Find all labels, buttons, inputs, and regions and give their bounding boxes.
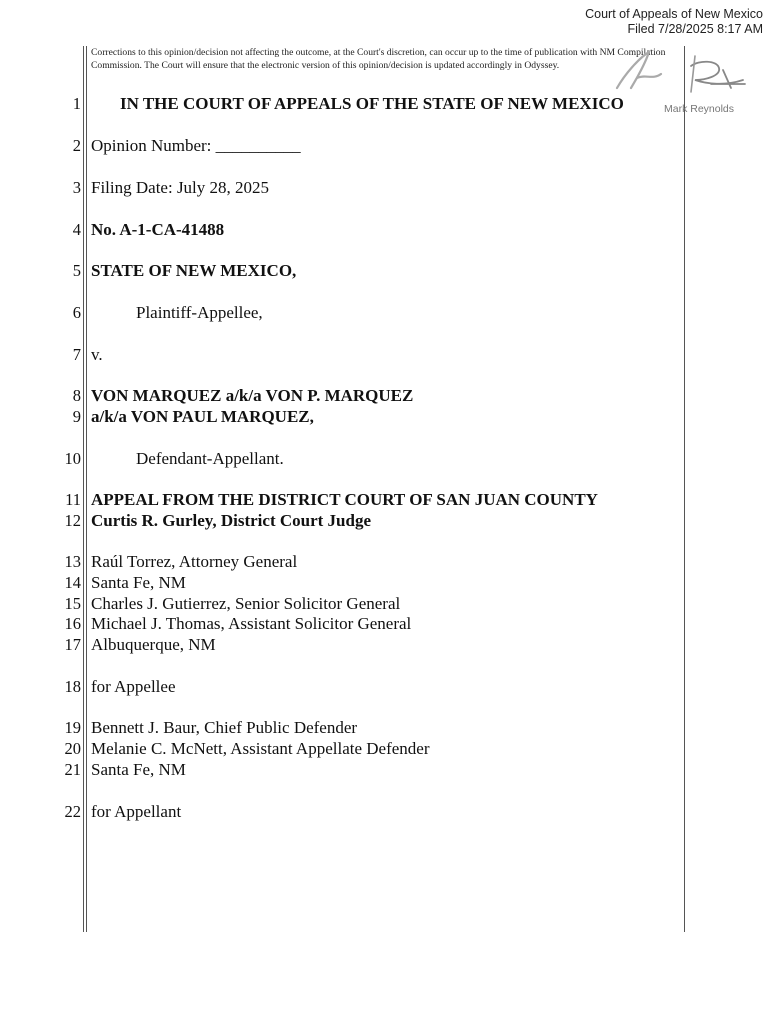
line-5	[0, 260, 684, 282]
signature-name: Mark Reynolds	[664, 103, 735, 115]
line-12	[0, 510, 684, 532]
line-1	[0, 93, 684, 115]
line-number: 9	[72, 407, 81, 426]
line-number: 17	[64, 635, 81, 654]
counsel-line: Santa Fe, NM	[91, 573, 186, 592]
counsel-line: Michael J. Thomas, Assistant Solicitor General	[91, 614, 412, 633]
filing-date: Filing Date: July 28, 2025	[91, 178, 270, 197]
line-19	[0, 717, 684, 739]
line-number: 15	[64, 594, 81, 613]
corrections-notice: Corrections to this opinion/decision not affecting the outcome, at the Court's discretion, can occur up to the time of publication with NM Compilation Commission. The Court will ensure that the electronic version of this opinion/decision is updated accordingly in Odyssey.	[91, 47, 666, 71]
counsel-role: for Appellant	[91, 802, 182, 821]
line-18	[0, 676, 684, 698]
line-16	[0, 613, 684, 635]
line-21	[0, 759, 684, 781]
line-13	[0, 551, 684, 573]
line-3	[0, 177, 684, 199]
line-number: 19	[64, 718, 81, 737]
line-7	[0, 344, 684, 366]
line-number: 11	[65, 490, 81, 509]
plaintiff-name: STATE OF NEW MEXICO,	[91, 261, 297, 280]
stamp-filed-date: Filed 7/28/2025 8:17 AM	[627, 22, 763, 36]
line-number: 1	[72, 94, 81, 113]
line-number: 22	[64, 802, 81, 821]
plaintiff-role: Plaintiff-Appellee,	[136, 303, 263, 322]
line-number: 5	[72, 261, 81, 280]
line-2	[0, 135, 684, 157]
counsel-line: Albuquerque, NM	[91, 635, 216, 654]
line-number: 21	[64, 760, 81, 779]
stamp-court: Court of Appeals of New Mexico	[585, 7, 763, 21]
line-number: 13	[64, 552, 81, 571]
counsel-line: Raúl Torrez, Attorney General	[91, 552, 298, 571]
court-heading: IN THE COURT OF APPEALS OF THE STATE OF NEW MEXICO	[120, 94, 624, 113]
line-number: 4	[72, 220, 81, 239]
line-number: 14	[64, 573, 81, 592]
line-number: 16	[64, 614, 81, 633]
line-number: 12	[64, 511, 81, 530]
line-15	[0, 593, 684, 615]
line-number: 18	[64, 677, 81, 696]
defendant-role: Defendant-Appellant.	[136, 449, 284, 468]
counsel-role: for Appellee	[91, 677, 176, 696]
line-number: 7	[72, 345, 81, 364]
defendant-alias: a/k/a VON PAUL MARQUEZ,	[91, 407, 314, 426]
case-number: No. A-1-CA-41488	[91, 220, 225, 239]
counsel-line: Santa Fe, NM	[91, 760, 186, 779]
line-number: 8	[72, 386, 81, 405]
versus: v.	[91, 345, 103, 364]
line-20	[0, 738, 684, 760]
line-6	[0, 302, 684, 324]
appeal-heading: APPEAL FROM THE DISTRICT COURT OF SAN JUAN COUNTY	[91, 490, 598, 509]
line-4	[0, 219, 684, 241]
line-14	[0, 572, 684, 594]
line-number: 10	[64, 449, 81, 468]
line-17	[0, 634, 684, 656]
line-22	[0, 801, 684, 823]
line-number: 20	[64, 739, 81, 758]
counsel-line: Bennett J. Baur, Chief Public Defender	[91, 718, 358, 737]
line-10	[0, 448, 684, 470]
counsel-line: Charles J. Gutierrez, Senior Solicitor General	[91, 594, 401, 613]
line-9	[0, 406, 684, 428]
line-number: 3	[72, 178, 81, 197]
line-11	[0, 489, 684, 511]
counsel-line: Melanie C. McNett, Assistant Appellate Defender	[91, 739, 430, 758]
opinion-number: Opinion Number: __________	[91, 136, 301, 155]
filed-stamp	[585, 7, 763, 37]
line-number: 2	[72, 136, 81, 155]
district-judge: Curtis R. Gurley, District Court Judge	[91, 511, 372, 530]
line-number: 6	[72, 303, 81, 322]
line-8	[0, 385, 684, 407]
defendant-name: VON MARQUEZ a/k/a VON P. MARQUEZ	[91, 386, 414, 405]
right-margin-rule	[684, 46, 685, 932]
